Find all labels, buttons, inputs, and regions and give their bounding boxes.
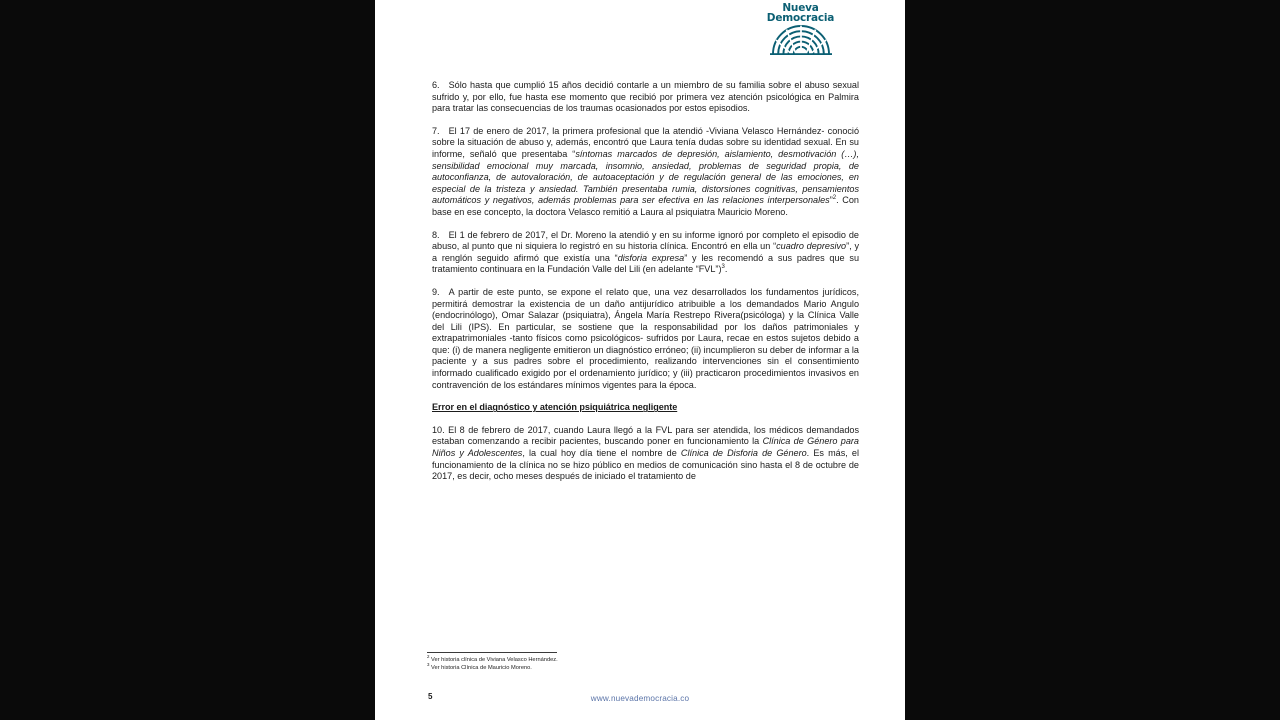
paragraph-6-number: 6. (432, 80, 440, 90)
paragraph-8-italic-1: cuadro depresivo (776, 241, 847, 252)
logo-text (753, 3, 848, 23)
paragraph-7-quote: síntomas marcados de depresión, aislamiento, desmotivación (…), sensibilidad emocional muy marcada, insomnio, ansiedad, problemas de seguridad propia, de autoconfianza, de autovaloración, de autoaceptación y de regulación general de las emociones, en especial de la tristeza y ansiedad. También presentaba rumia, distorsiones cognitivas, pensamientos automáticos y negativos, además problemas para ser efectiva en las relaciones interpersonales (432, 148, 859, 206)
footnote-ref-3[interactable]: 3 (721, 264, 725, 271)
paragraph-10 (432, 425, 859, 483)
parliament-hemicycle-icon (770, 24, 832, 55)
paragraph-10-italic-2: Clínica de Disforia de Género (680, 448, 807, 459)
footnote-2 (427, 656, 857, 664)
footnotes-section (427, 652, 857, 672)
paragraph-7 (432, 126, 859, 219)
paragraph-8-text-after: ” y les recomendó a sus padres que su tratamiento continuara en la Fundación Valle del Lili (en adelante “FVL”) (432, 252, 860, 275)
paragraph-10-italic-1: Clínica de Género para Niños y Adolescentes (432, 436, 859, 459)
page-header (375, 2, 905, 58)
footnote-separator-rule (427, 652, 557, 653)
paragraph-7-quote-close: ” (829, 195, 833, 206)
footnote-3-number: 3 (427, 662, 430, 668)
paragraph-6 (432, 80, 859, 115)
paragraph-9-number: 9. (432, 286, 440, 297)
paragraph-8-text-before: El 1 de febrero de 2017, el Dr. Moreno la atendió y en su informe ignoró por completo el episodio de abuso, al punto que ni siquiera lo registró en su historia clínica. Encontró en ella un “ (432, 229, 859, 252)
paragraph-10-number: 10. (432, 424, 445, 435)
page-number: 5 (428, 692, 433, 701)
footnote-2-text: Ver historia clínica de Viviana Velasco Hernández. (431, 657, 558, 663)
paragraph-7-text-after: . Con base en ese concepto, la doctora Velasco remitió a Laura al psiquiatra Mauricio Moreno. (432, 195, 859, 217)
paragraph-8-italic-2: disforia expresa (617, 252, 685, 263)
paragraph-6-text: Sólo hasta que cumplió 15 años decidió contarle a un miembro de su familia sobre el abuso sexual sufrido y, por ello, fue hasta ese momento que recibió por primera vez atención psicológica en Palmira para tratar las consecuencias de los traumas ocasionados por estos episodios. (432, 80, 859, 114)
paragraph-8-text-mid: ”, y a renglón seguido afirmó que existía una “ (432, 241, 859, 263)
paragraph-9-text: A partir de este punto, se expone el relato que, una vez desarrollados los fundamentos jurídicos, permitirá demostrar la existencia de un daño antijurídico atribuible a los demandados Mario Angulo (endocrinólogo), Omar Salazar (psiquiatra), Ángela María Restrepo Rivera(psicóloga) y la Clínica Valle del Lili (IPS). En particular, se sostiene que la responsabilidad por los daños patrimoniales y extrapatrimoniales -tanto físicos como psicológicos- sufridos por Laura, recae en estos sujetos debido a que: (i) de manera negligente emitieron un diagnóstico erróneo; (ii) incumplieron su deber de informar a la paciente y a sus padres sobre el procedimiento, realizando intervenciones sin el consentimiento informado cualificado exigido por el ordenamiento jurídico; y (iii) practicaron procedimientos invasivos en contravención de los estándares mínimos vigentes para la época. (432, 286, 859, 390)
site-url-footer[interactable]: www.nuevademocracia.co (590, 694, 690, 703)
footnote-2-number: 2 (427, 654, 430, 660)
organization-logo (753, 3, 848, 55)
paragraph-8 (432, 230, 859, 276)
paragraph-10-text-mid: , la cual hoy día tiene el nombre de (522, 448, 681, 459)
paragraph-9 (432, 287, 859, 391)
paragraph-7-text-before: El 17 de enero de 2017, la primera profesional que la atendió -Viviana Velasco Hernández- conoció sobre la situación de abuso y, además, encontró que Laura tenía dudas sobre su identidad sexual. En su informe, señaló que presentaba “ (432, 125, 859, 159)
paragraph-8-text-end: . (724, 264, 728, 275)
document-body (432, 80, 859, 494)
paragraph-10-text-after: . Es más, el funcionamiento de la clínica no se hizo público en medios de comunicación sino hasta el 8 de octubre de 2017, es decir, ocho meses después de iniciado el tratamiento de (432, 448, 859, 482)
document-page (375, 0, 905, 720)
paragraph-7-number: 7. (432, 125, 440, 136)
footnote-3 (427, 664, 857, 672)
paragraph-10-text-before: El 8 de febrero de 2017, cuando Laura llegó a la FVL para ser atendida, los médicos demandados estaban comenzando a recibir pacientes, buscando poner en funcionamiento la (432, 424, 859, 447)
section-heading: Error en el diagnóstico y atención psiquiátrica negligente (432, 402, 678, 413)
logo-line-1: Nueva (782, 2, 819, 14)
footnote-3-text: Ver historia Clínica de Mauricio Moreno. (431, 665, 532, 672)
logo-line-2: Democracia (766, 11, 835, 24)
paragraph-8-number: 8. (432, 229, 440, 240)
footnote-ref-2[interactable]: 2 (832, 195, 837, 202)
